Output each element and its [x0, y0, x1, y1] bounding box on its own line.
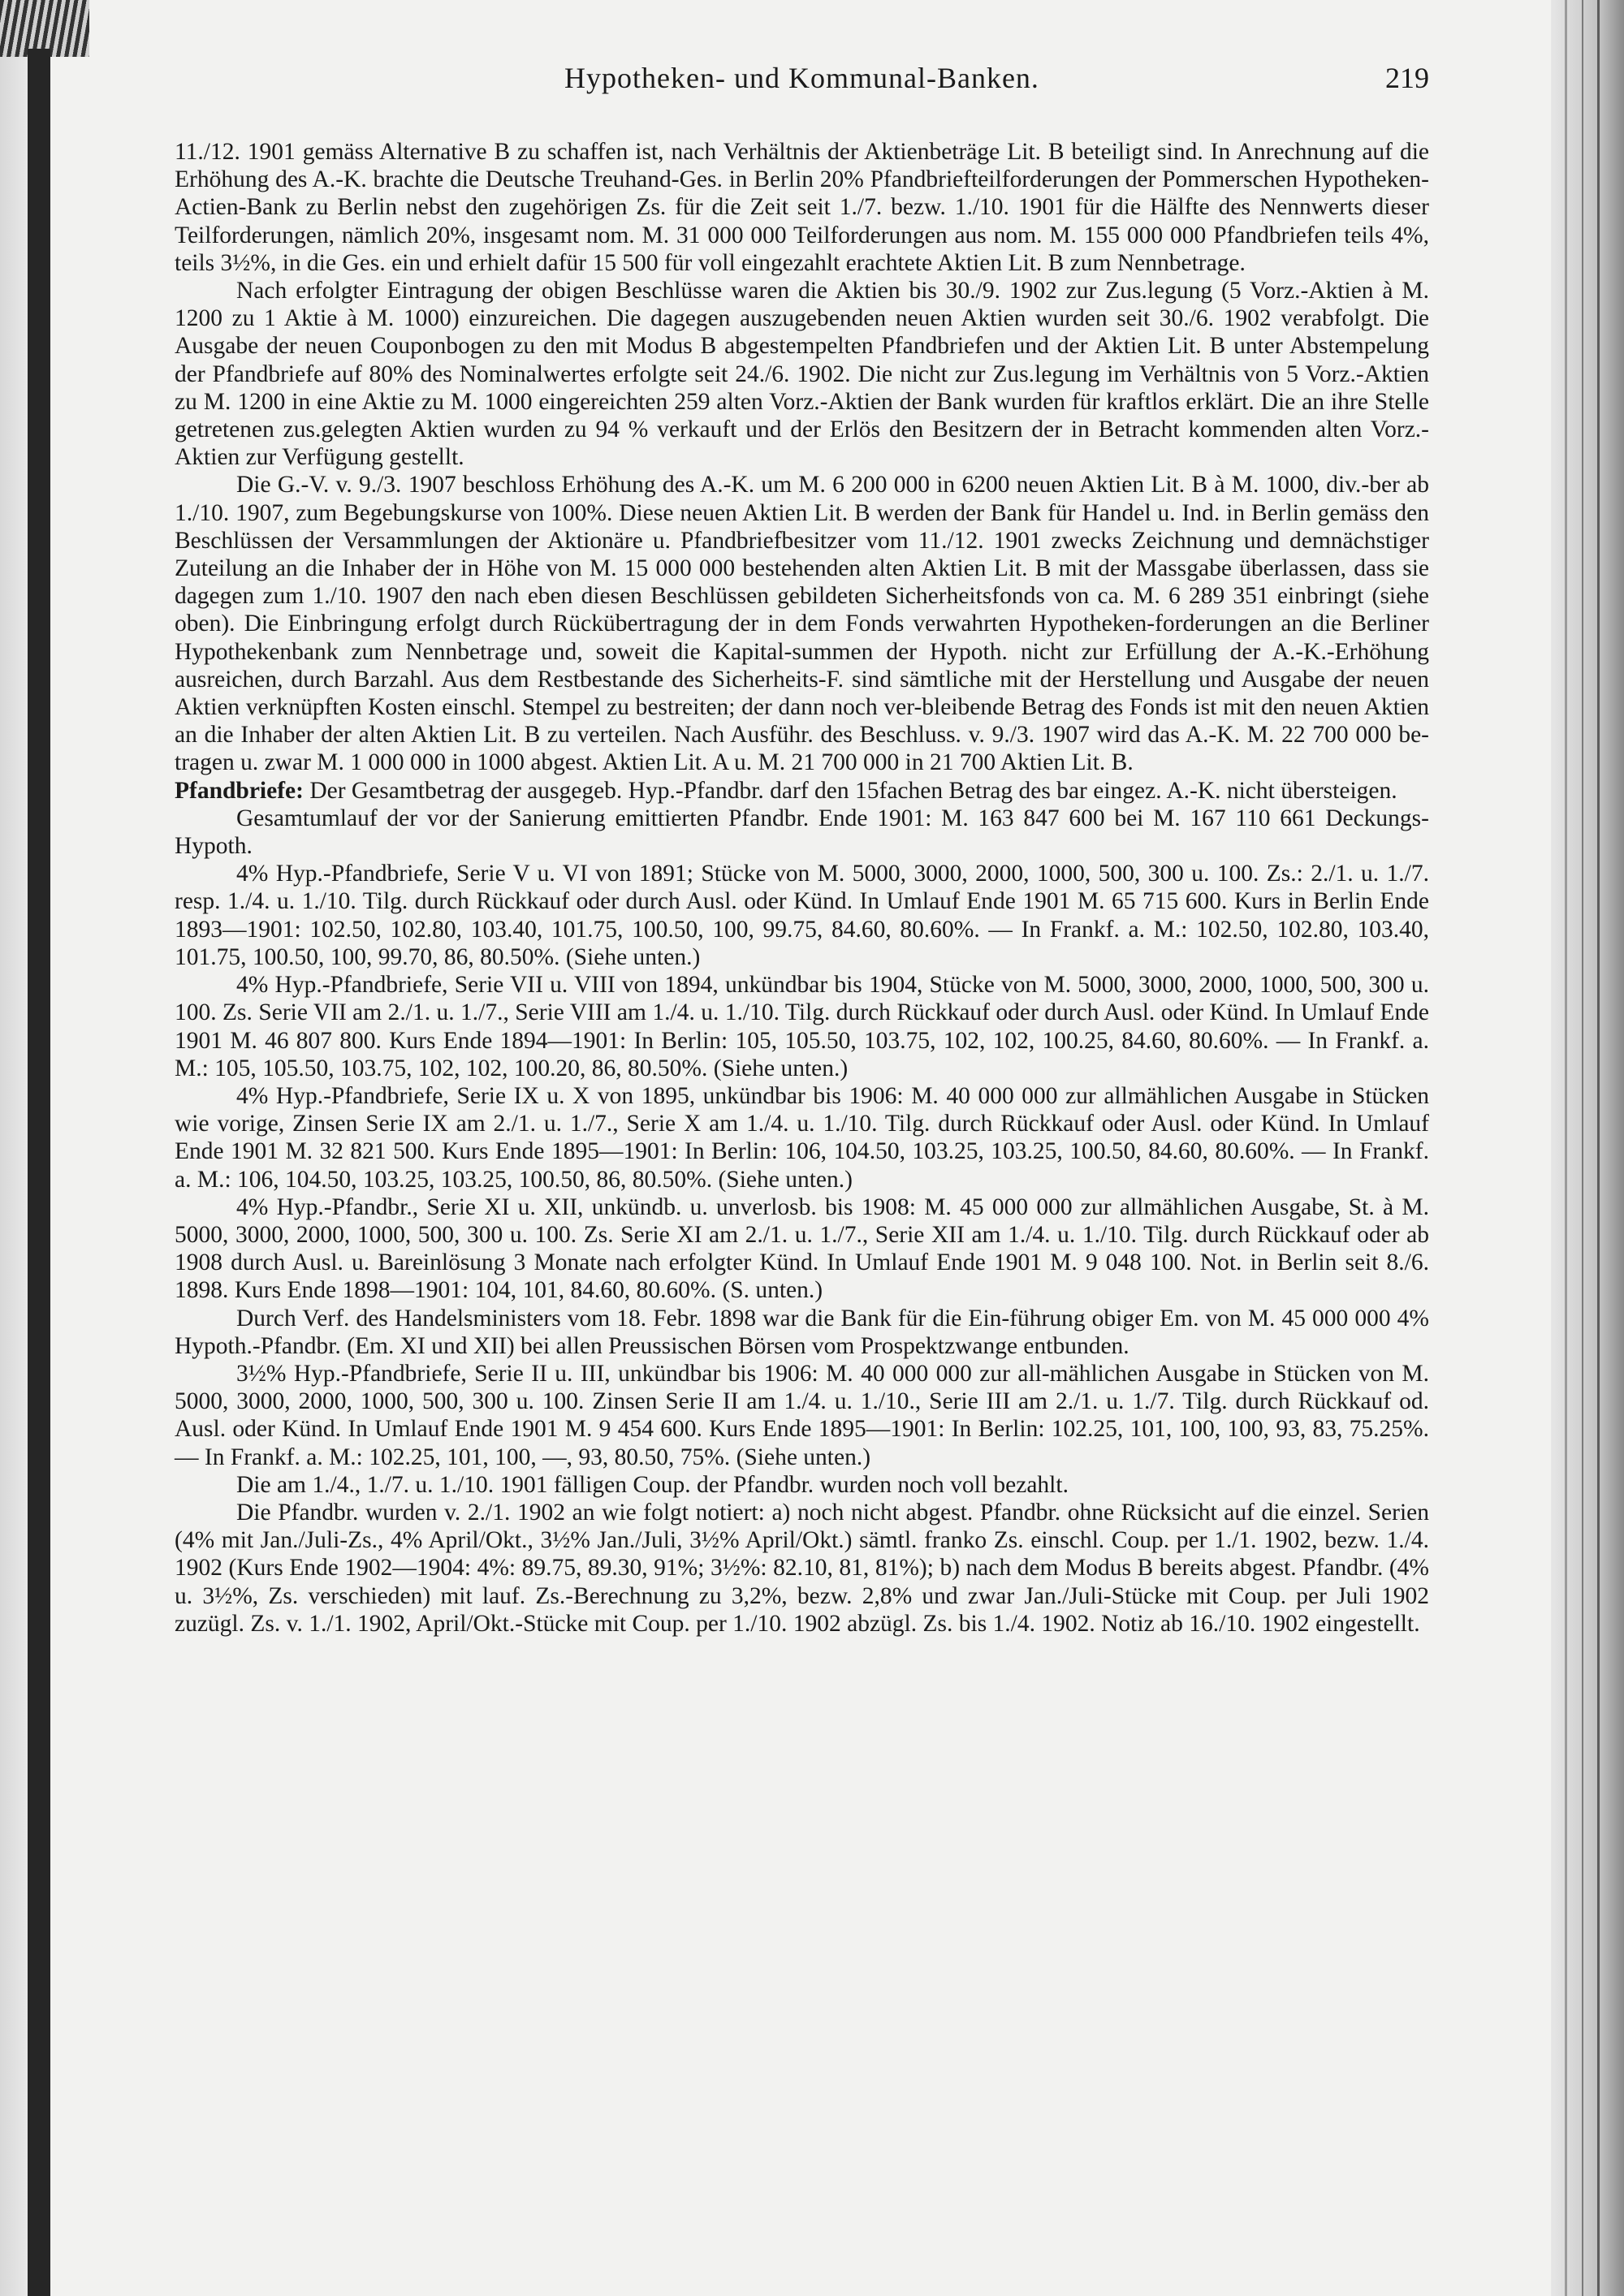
page-body [175, 138, 1429, 1638]
paragraph: 4% Hyp.-Pfandbriefe, Serie VII u. VIII von 1894, unkündbar bis 1904, Stücke von M. 5000, 3000, 2000, 1000, 500, 300 u. 100. Zs. Serie VII am 2./1. u. 1./7., Serie VIII am 1./4. u. 1./10. Tilg. durch Rückkauf oder durch Ausl. oder Künd. In Umlauf Ende 1901 M. 46 807 800. Kurs Ende 1894—1901: In Berlin: 105, 105.50, 103.75, 102, 102, 100.25, 84.60, 80.60%. — In Frankf. a. M.: 105, 105.50, 103.75, 102, 102, 100.20, 86, 80.50%. (Siehe unten.) [175, 972, 1429, 1081]
paragraph: Gesamtumlauf der vor der Sanierung emittierten Pfandbr. Ende 1901: M. 163 847 600 bei M. 167 110 661 Deckungs-Hypoth. [175, 805, 1429, 860]
paragraph: 4% Hyp.-Pfandbr., Serie XI u. XII, unkündb. u. unverlosb. bis 1908: M. 45 000 000 zur allmählichen Ausgabe, St. à M. 5000, 3000, 2000, 1000, 500, 300 u. 100. Zs. Serie XI am 2./1. u. 1./7., Serie XII am 1./4. u. 1./10. Tilg. durch Rückkauf oder ab 1908 durch Ausl. u. Bareinlösung 3 Monate nach erfolgter Künd. In Umlauf Ende 1901 M. 9 048 100. Not. in Berlin seit 8./6. 1898. Kurs Ende 1898—1901: 104, 101, 84.60, 80.60%. (S. unten.) [175, 1193, 1429, 1304]
running-title: Hypotheken- und Kommunal-Banken. [564, 62, 1039, 94]
page-number: 219 [1385, 62, 1429, 94]
page-edge-line [1597, 0, 1600, 2296]
page-stack-edge [1551, 0, 1624, 2296]
section-heading: Pfandbriefe: [175, 777, 304, 804]
paragraph: 11./12. 1901 gemäss Alternative B zu schaffen ist, nach Verhältnis der Aktienbeträge Lit. B beteiligt sind. In Anrechnung auf die Erhöhung des A.-K. brachte die Deutsche Treuhand-Ges. in Berlin 20% Pfandbriefteilforderungen der Pommerschen Hypotheken-Actien-Bank zu Berlin nebst den zugehörigen Zs. für die Zeit seit 1./7. bezw. 1./10. 1901 für die Hälfte des Nennwerts dieser Teilforderungen, nämlich 20%, insgesamt nom. M. 31 000 000 Teilforderungen aus nom. M. 155 000 000 Pfandbriefen teils 4%, teils 3½%, in die Ges. ein und erhielt dafür 15 500 für voll eingezahlt erachtete Aktien Lit. B zum Nennbetrage. [175, 139, 1429, 276]
paragraph: Der Gesamtbetrag der ausgegeb. Hyp.-Pfandbr. darf den 15fachen Betrag des bar eingez. A.-K. nicht übersteigen. [309, 777, 1397, 804]
paragraph: Nach erfolgter Eintragung der obigen Beschlüsse waren die Aktien bis 30./9. 1902 zur Zus.legung (5 Vorz.-Aktien à M. 1200 zu 1 Aktie à M. 1000) einzureichen. Die dagegen auszugebenden neuen Aktien wurden seit 30./6. 1902 verabfolgt. Die Ausgabe der neuen Couponbogen zu den mit Modus B abgestempelten Pfandbriefen und der Aktien Lit. B unter Abstempelung der Pfandbriefe auf 80% des Nominalwertes erfolgte seit 24./6. 1902. Die nicht zur Zus.legung im Verhältnis von 5 Vorz.-Aktien zu M. 1200 in eine Aktie zu M. 1000 eingereichten 259 alten Vorz.-Aktien der Bank wurden für kraftlos erklärt. Die an ihre Stelle getretenen zus.gelegten Aktien wurden zu 94 % verkauft und der Erlös den Besitzern der in Betracht kommenden alten Vorz.-Aktien zur Verfügung gestellt. [175, 278, 1429, 471]
binding-spine [28, 49, 50, 2296]
paragraph: 4% Hyp.-Pfandbriefe, Serie IX u. X von 1895, unkündbar bis 1906: M. 40 000 000 zur allmählichen Ausgabe in Stücken wie vorige, Zinsen Serie IX am 2./1. u. 1./7., Serie X am 1./4. u. 1./10. Tilg. durch Rückkauf oder Ausl. oder Künd. In Umlauf Ende 1901 M. 32 821 500. Kurs Ende 1895—1901: In Berlin: 106, 104.50, 103.25, 103.25, 100.50, 84.60, 80.60%. — In Frankf. a. M.: 106, 104.50, 103.25, 103.25, 100.50, 86, 80.50%. (Siehe unten.) [175, 1082, 1429, 1193]
paragraph: Die G.-V. v. 9./3. 1907 beschloss Erhöhung des A.-K. um M. 6 200 000 in 6200 neuen Aktien Lit. B à M. 1000, div.-ber ab 1./10. 1907, zum Begebungskurse von 100%. Diese neuen Aktien Lit. B werden der Bank für Handel u. Ind. in Berlin gemäss den Beschlüssen der Versammlungen der Aktionäre u. Pfandbriefbesitzer vom 11./12. 1901 zwecks Zeichnung und demnächstiger Zuteilung an die Inhaber der in Höhe von M. 15 000 000 bestehenden alten Aktien Lit. B mit der Massgabe überlassen, dass sie dagegen zum 1./10. 1907 den nach eben diesen Beschlüssen gebildeten Sicherheitsfonds von ca. M. 6 289 351 einbringt (siehe oben). Die Einbringung erfolgt durch Rückübertragung der in dem Fonds verwahrten Hypotheken-forderungen an die Berliner Hypothekenbank zum Nennbetrage und, soweit die Kapital-summen der Hypoth. nicht zur Erfüllung der A.-K.-Erhöhung ausreichen, durch Barzahl. Aus dem Restbestande des Sicherheits-F. sind sämtliche mit der Herstellung und Ausgabe der neuen Aktien verknüpften Kosten einschl. Stempel zu bestreiten; der dann noch ver-bleibende Betrag des Fonds ist mit den neuen Aktien an die Inhaber der alten Aktien Lit. B zu verteilen. Nach Ausführ. des Beschluss. v. 9./3. 1907 wird das A.-K. M. 22 700 000 be-tragen u. zwar M. 1 000 000 in 1000 abgest. Aktien Lit. A u. M. 21 700 000 in 21 700 Aktien Lit. B. [175, 472, 1429, 776]
pfandbriefe-section [175, 777, 1429, 805]
page-edge-line [1565, 0, 1567, 2296]
paragraph: Die Pfandbr. wurden v. 2./1. 1902 an wie folgt notiert: a) noch nicht abgest. Pfandbr. ohne Rücksicht auf die einzel. Serien (4% mit Jan./Juli-Zs., 4% April/Okt., 3½% Jan./Juli, 3½% April/Okt.) sämtl. franko Zs. einschl. Coup. per 1./1. 1902, bezw. 1./4. 1902 (Kurs Ende 1902—1904: 4%: 89.75, 89.30, 91%; 3½%: 82.10, 81, 81%); b) nach dem Modus B bereits abgest. Pfandbr. (4% u. 3½%, Zs. verschieden) mit lauf. Zs.-Berechnung zu 3,2%, bezw. 2,8% und zwar Jan./Juli-Stücke mit Coup. per Juli 1902 zuzügl. Zs. v. 1./1. 1902, April/Okt.-Stücke mit Coup. per 1./10. 1902 abzügl. Zs. bis 1./4. 1902. Notiz ab 16./10. 1902 eingestellt. [175, 1499, 1429, 1637]
paragraph: Durch Verf. des Handelsministers vom 18. Febr. 1898 war die Bank für die Ein-führung obiger Em. von M. 45 000 000 4% Hypoth.-Pfandbr. (Em. XI und XII) bei allen Preussischen Börsen vom Prospektzwange entbunden. [175, 1305, 1429, 1359]
paragraph: 4% Hyp.-Pfandbriefe, Serie V u. VI von 1891; Stücke von M. 5000, 3000, 2000, 1000, 500, 300 u. 100. Zs.: 2./1. u. 1./7. resp. 1./4. u. 1./10. Tilg. durch Rückkauf oder durch Ausl. oder Künd. In Umlauf Ende 1901 M. 65 715 600. Kurs in Berlin Ende 1893—1901: 102.50, 102.80, 103.40, 101.75, 100.50, 100, 99.75, 84.60, 80.60%. — In Frankf. a. M.: 102.50, 102.80, 103.40, 101.75, 100.50, 100, 99.70, 86, 80.50%. (Siehe unten.) [175, 861, 1429, 970]
page-edge-line [1582, 0, 1583, 2296]
paragraph: 3½% Hyp.-Pfandbriefe, Serie II u. III, unkündbar bis 1906: M. 40 000 000 zur all-mählichen Ausgabe in Stücken von M. 5000, 3000, 2000, 1000, 500, 300 u. 100. Zinsen Serie II am 1./4. u. 1./10., Serie III am 2./1. u. 1./7. Tilg. durch Rückkauf od. Ausl. oder Künd. In Umlauf Ende 1901 M. 9 454 600. Kurs Ende 1895—1901: In Berlin: 102.25, 101, 100, 100, 93, 83, 75.25%. — In Frankf. a. M.: 102.25, 101, 100, —, 93, 80.50, 75%. (Siehe unten.) [175, 1360, 1429, 1470]
paragraph: Die am 1./4., 1./7. u. 1./10. 1901 fälligen Coup. der Pfandbr. wurden noch voll bezahlt. [236, 1471, 1069, 1498]
page-header [175, 61, 1429, 101]
